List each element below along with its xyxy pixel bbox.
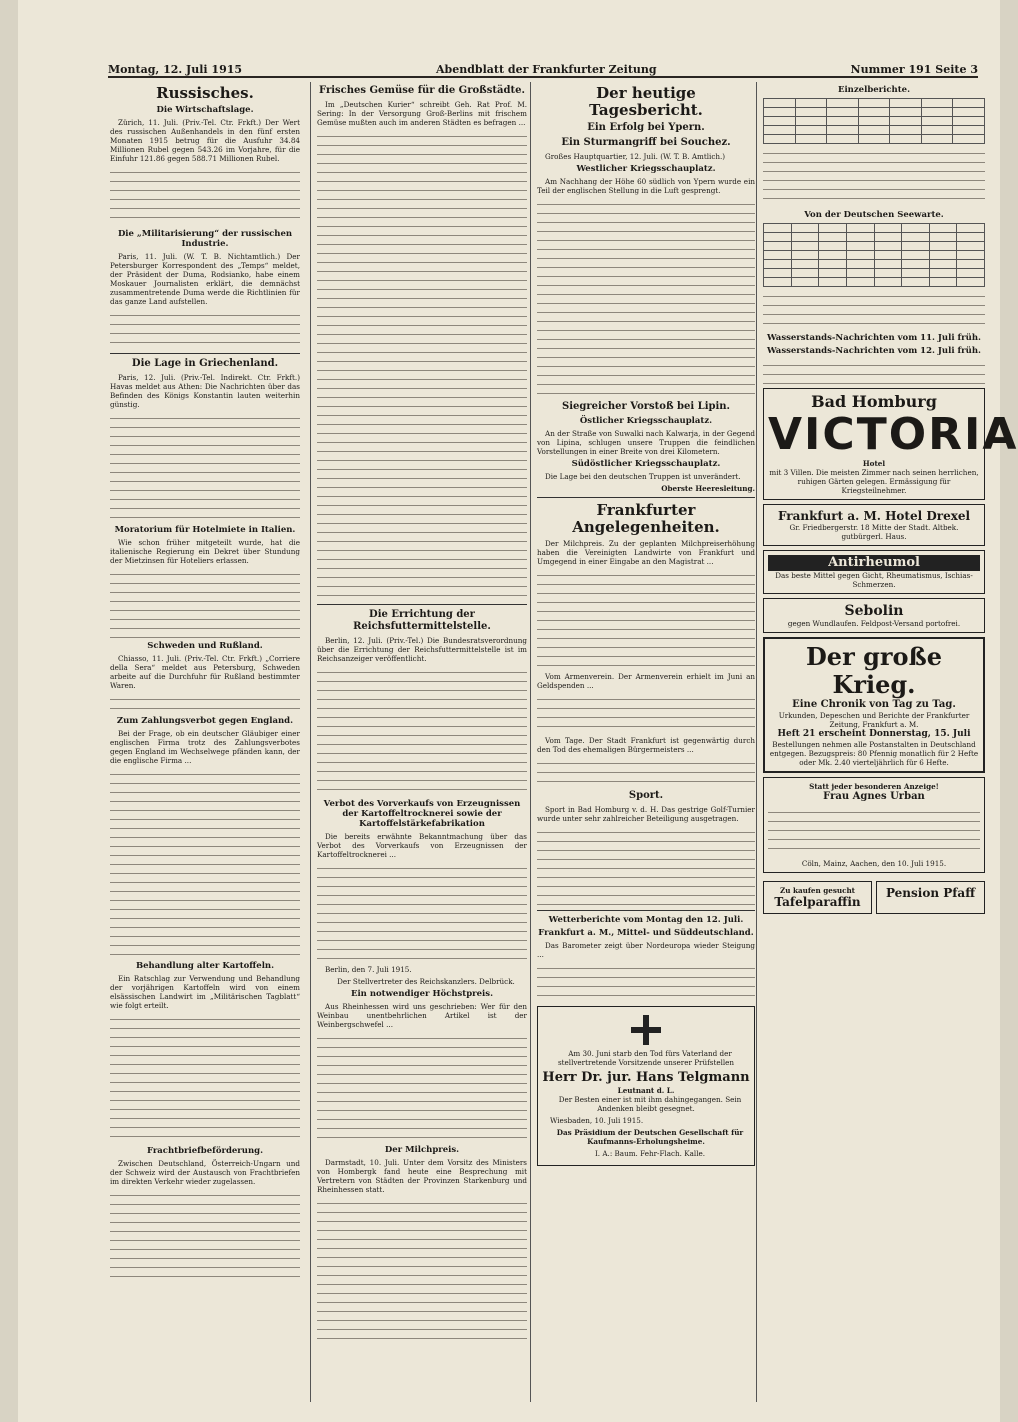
obituary (537, 1006, 755, 1166)
text-signed-date: Berlin, den 7. Juli 1915. (325, 965, 412, 974)
notice-place: Cöln, Mainz, Aachen, den 10. Juli 1915. (801, 859, 947, 868)
subheading-wetter: Frankfurt a. M., Mittel- und Süddeutschland. (538, 928, 754, 938)
ad-pension-pfaff (876, 881, 985, 914)
ad-drexel-sub: Gr. Friedbergerstr. 18 Mitte der Stadt. Altbek. gutbürgerl. Haus. (789, 523, 959, 541)
ad-sebolin-name: Sebolin (844, 603, 904, 619)
heading-westlich: Westlicher Kriegsschauplatz. (576, 164, 716, 174)
text-hauptquartier: Großes Hauptquartier, 12. Juli. (W. T. B. Amtlich.) (545, 152, 726, 161)
text-vom-tage: Vom Tage. Der Stadt Frankfurt ist gegenwärtig durch den Tod des ehemaligen Bürgermeisters ... (537, 736, 755, 754)
text-wirtschaft: Zürich, 11. Juli. (Priv.-Tel. Ctr. Frkft.) Der Wert des russischen Außenhandels in den fünf ersten Monaten 1915 betrug für die Ausfuhr 34.84 Millionen Rubel gegen 543.26 im Vorjahre, für die Einfuhr 121.86 gegen 588.71 Millionen Rubel. (110, 118, 300, 163)
text-frachtbrief: Zwischen Deutschland, Österreich-Ungarn und der Schweiz wird der Austausch von Frachtbriefen im direkten Verkehr wieder zugelassen. (110, 1159, 300, 1186)
heading-russisches: Russisches. (156, 84, 254, 102)
ad-tafel: Tafelparaffin (774, 895, 861, 909)
text-moratorium: Wie schon früher mitgeteilt wurde, hat die italienische Regierung ein Dekret über Stundung der Mietzinsen für Hoteliers erlassen. (110, 538, 300, 565)
column-1 (110, 82, 300, 1402)
newspaper-page (18, 0, 1018, 1422)
heading-milchpreis: Der Milchpreis. (384, 1145, 460, 1155)
family-notice (763, 777, 985, 873)
small-ads-row (763, 877, 985, 918)
text-gemuese: Im „Deutschen Kurier“ schreibt Geh. Rat Prof. M. Sering: In der Versorgung Groß-Berlins mit frischem Gemüse mußten auch im anderen Städten es befragen ... (317, 100, 527, 127)
text-zahlungsverbot: Bei der Frage, ob ein deutscher Gläubiger einer englischen Firma trotz des Zahlungsverbotes gegen England im Wechselwege pfänden kann, der die englische Firma ... (110, 729, 300, 765)
heading-moratorium: Moratorium für Hotelmiete in Italien. (114, 525, 296, 535)
notice-name: Frau Agnes Urban (823, 791, 925, 802)
ad-krieg-issue: Heft 21 erscheint Donnerstag, 15. Juli (777, 729, 971, 739)
header-title: Abendblatt der Frankfurter Zeitung (436, 63, 657, 76)
ad-kaufen: Zu kaufen gesucht (779, 886, 856, 895)
obituary-name: Herr Dr. jur. Hans Telgmann (542, 1070, 750, 1085)
header-date: Montag, 12. Juli 1915 (108, 63, 243, 76)
heading-wirtschaft: Die Wirtschaftslage. (156, 105, 254, 115)
text-armenverein: Vom Armenverein. Der Armenverein erhielt im Juni an Geldspenden ... (537, 672, 755, 690)
heading-tagesbericht: Der heutige Tagesbericht. (589, 84, 703, 119)
ad-drexel (763, 504, 985, 546)
text-milchpreis: Darmstadt, 10. Juli. Unter dem Vorsitz des Ministers von Hombergk fand heute eine Besprechung mit Vertretern von Städten der Provinzen Starkenburg und Rheinhessen statt. (317, 1158, 527, 1194)
heading-kartoffeln: Behandlung alter Kartoffeln. (135, 961, 275, 971)
heading-griechenland: Die Lage in Griechenland. (131, 358, 279, 369)
ad-pension: Pension Pfaff (885, 886, 976, 900)
heading-sport: Sport. (628, 790, 664, 801)
heading-wasserstand-11: Wasserstands-Nachrichten vom 11. Juli früh. (767, 333, 981, 343)
text-reichsfuttermittelstelle: Berlin, 12. Juli. (Priv.-Tel.) Die Bundesratsverordnung über die Errichtung der Reichsfuttermittelstelle ist im Reichsanzeiger veröffentlicht. (317, 636, 527, 663)
column-4 (756, 82, 1018, 1402)
heading-militar: Die „Militarisierung“ der russischen Industrie. (117, 229, 293, 249)
text-wetter: Das Barometer zeigt über Nordeuropa wieder Steigung ... (537, 941, 755, 959)
text-sport: Sport in Bad Homburg v. d. H. Das gestrige Golf-Turnier wurde unter sehr zahlreicher Beteiligung ausgetragen. (537, 805, 755, 823)
ad-sebolin (763, 598, 985, 633)
ad-antirheumol-name: Antirheumol (768, 555, 980, 571)
ad-victoria (763, 388, 1018, 500)
ad-bad-homburg: Bad Homburg (811, 392, 937, 411)
ad-krieg-text: Urkunden, Depeschen und Berichte der Frankfurter Zeitung, Frankfurt a. M. (778, 711, 970, 729)
ad-tafelparaffin (763, 881, 872, 914)
seewarte-table (763, 223, 985, 287)
ad-victoria-hotel: Hotel (862, 459, 886, 468)
iron-cross-icon (631, 1015, 661, 1045)
heading-schweden: Schweden und Rußland. (147, 641, 263, 651)
heading-suedoestlich: Südöstlicher Kriegsschauplatz. (571, 459, 721, 469)
ad-drexel-name: Frankfurt a. M. Hotel Drexel (777, 509, 971, 523)
heading-reichsfuttermittelstelle: Die Errichtung der Reichsfuttermittelstelle. (353, 609, 491, 632)
obituary-place: Wiesbaden, 10. Juli 1915. (550, 1116, 644, 1125)
heading-wetter: Wetterberichte vom Montag den 12. Juli. (548, 915, 744, 925)
text-kartoffeln: Ein Ratschlag zur Verwendung und Behandlung der vorjährigen Kartoffeln wird von einem elsässischen Landwirt im „Militärischen Tagblatt“ wie folgt erteilt. (110, 974, 300, 1010)
heading-verbot: Verbot des Vorverkaufs von Erzeugnissen der Kartoffeltrocknerei sowie der Kartoffelstärkefabrikation (323, 799, 521, 829)
ad-krieg-title: Der große Krieg. (805, 642, 943, 699)
heading-vorstoss: Siegreicher Vorstoß bei Lipin. (561, 401, 731, 412)
weather-table (763, 98, 985, 144)
heading-einzelberichte: Einzelberichte. (837, 85, 911, 95)
ad-antirheumol-sub: Das beste Mittel gegen Gicht, Rheumatismus, Ischias-Schmerzen. (775, 571, 973, 589)
ad-krieg-sub: Eine Chronik von Tag zu Tag. (792, 699, 956, 710)
text-oestlich: An der Straße von Suwalki nach Kalwarja, in der Gegend von Lipina, schlugen unsere Truppen die feindlichen Vorstellungen in einer Breite von drei Kilometern. (537, 429, 755, 456)
ad-antirheumol (763, 550, 985, 594)
text-hoechstpreis: Aus Rheinhessen wird uns geschrieben: Wer für den Weinbau unentbehrlichen Artikel ist der Weinbergschwefel ... (317, 1002, 527, 1029)
text-schweden: Chiasso, 11. Juli. (Priv.-Tel. Ctr. Frkft.) „Corriere della Sera“ meldet aus Petersburg, Schweden arbeite auf die Durchfuhr für Rußland bestimmter Waren. (110, 654, 300, 690)
obituary-sign: I. A.: Baum. Fehr-Flach. Kalle. (594, 1149, 706, 1158)
ad-krieg-price: Bestellungen nehmen alle Postanstalten in Deutschland entgegen. Bezugspreis: 80 Pfennig monatlich für 2 Hefte oder Mk. 2.40 vierteljährlich für 6 Hefte. (769, 740, 979, 767)
heading-frankfurter: Frankfurter Angelegenheiten. (572, 501, 720, 536)
heading-wasserstand-12: Wasserstands-Nachrichten vom 12. Juli früh. (767, 346, 981, 356)
ad-sebolin-sub: gegen Wundlaufen. Feldpost-Versand portofrei. (787, 619, 961, 628)
subheading-ypern: Ein Erfolg bei Ypern. (587, 122, 705, 133)
obituary-rank: Leutnant d. L. (617, 1086, 675, 1095)
page-header (108, 58, 978, 78)
text-suedoestlich: Die Lage bei den deutschen Truppen ist unverändert. (545, 472, 741, 481)
text-militar: Paris, 11. Juli. (W. T. B. Nichtamtlich.) Der Petersburger Korrespondent des „Temps“ meldet, der Präsident der Duma, Rodsianko, habe einem Moskauer Journalisten erklärt, die demnächst zusammentretende Duma werde die Richtlinien für das ganze Land aufstellen. (110, 252, 300, 306)
text-heeresleitung: Oberste Heeresleitung. (661, 484, 755, 493)
ad-grosse-krieg (763, 637, 985, 773)
heading-frachtbrief: Frachtbriefbeförderung. (146, 1146, 264, 1156)
ad-victoria-sub: mit 3 Villen. Die meisten Zimmer nach seinen herrlichen, ruhigen Gärten gelegen. Ermässigung für Kriegsteilnehmer. (769, 468, 979, 495)
header-issue: Nummer 191 Seite 3 (850, 63, 978, 76)
heading-hoechstpreis: Ein notwendiger Höchstpreis. (350, 989, 494, 999)
heading-seewarte: Von der Deutschen Seewarte. (804, 210, 944, 220)
heading-oestlich: Östlicher Kriegsschauplatz. (579, 416, 713, 426)
notice-head: Statt jeder besonderen Anzeige! (809, 782, 939, 791)
column-3 (530, 82, 755, 1402)
heading-zahlungsverbot: Zum Zahlungsverbot gegen England. (116, 716, 294, 726)
obituary-intro: Am 30. Juni starb den Tod fürs Vaterland der stellvertretende Vorsitzende unserer Prüfstellen (557, 1049, 735, 1067)
heading-gemuese: Frisches Gemüse für die Großstädte. (319, 85, 525, 96)
ad-victoria-name: VICTORIA (768, 409, 1018, 460)
obituary-text: Der Besten einer ist mit ihm dahingegangen. Sein Andenken bleibt gesegnet. (558, 1095, 742, 1113)
column-2 (310, 82, 527, 1402)
text-signer: Der Stellvertreter des Reichskanzlers. Delbrück. (337, 977, 515, 986)
text-verbot: Die bereits erwähnte Bekanntmachung über das Verbot des Vorverkaufs von Erzeugnissen der Kartoffeltrocknerei ... (317, 832, 527, 859)
obituary-org: Das Präsidium der Deutschen Gesellschaft für Kaufmanns-Erholungsheime. (556, 1128, 744, 1146)
text-westlich: Am Nachhang der Höhe 60 südlich von Ypern wurde ein Teil der englischen Stellung in die Luft gesprengt. (537, 177, 755, 195)
text-milchpreis-ffm: Der Milchpreis. Zu der geplanten Milchpreiserhöhung haben die Vereinigten Landwirte von Frankfurt und Umgegend in einer Eingabe an den Magistrat ... (537, 539, 755, 566)
text-griechenland: Paris, 12. Juli. (Priv.-Tel. Indirekt. Ctr. Frkft.) Havas meldet aus Athen: Die Nachrichten über das Befinden des Königs Konstantin lauten weiterhin günstig. (110, 373, 300, 409)
subheading-souchez: Ein Sturmangriff bei Souchez. (561, 137, 731, 148)
